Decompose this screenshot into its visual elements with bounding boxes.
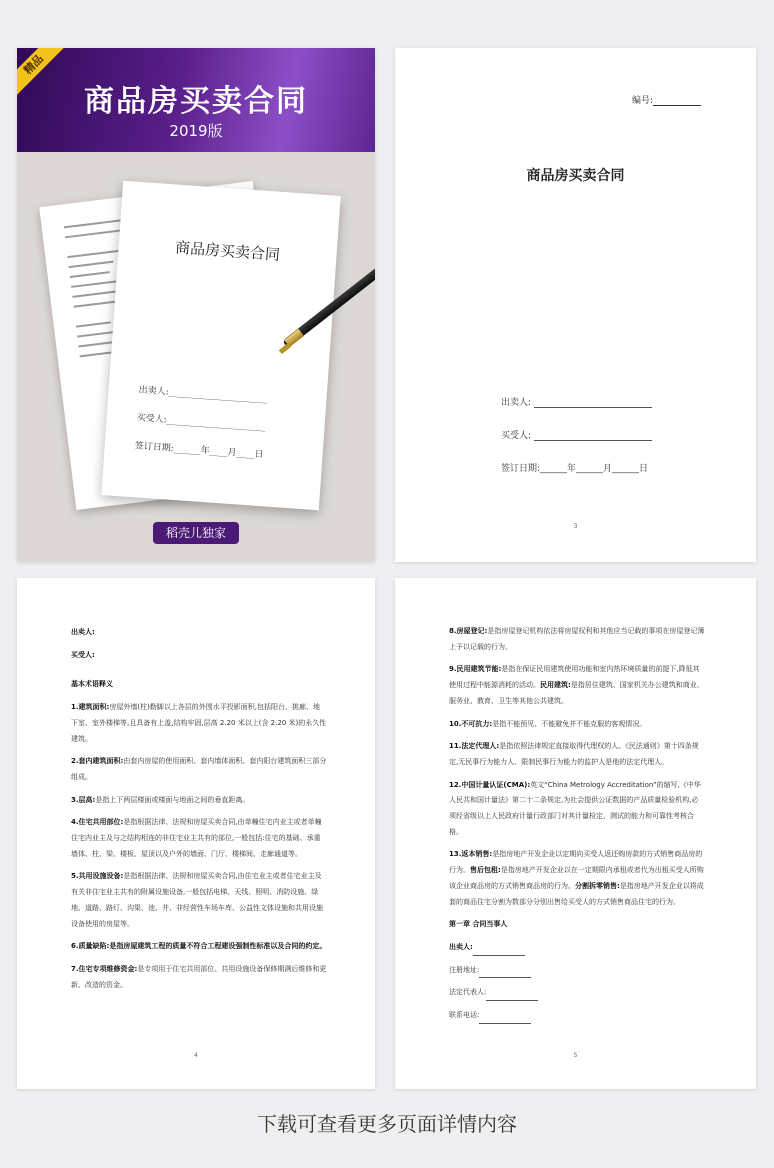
page-title: 商品房买卖合同 [526,168,625,184]
buyer-field: 买受人: [501,428,652,441]
term-11: 11.法定代理人:是指依照法律规定直接取得代理权的人。《民法通则》第十四条规定,无民事行为能力人、限制民事行为能力的监护人是他的法定代理人。 [449,742,699,766]
term-3: 3.层高:是指上下两层楼面或楼面与地面之间的垂直距离。 [71,795,250,804]
term-1: 1.建筑面积:房屋外墙(柱)勒脚以上各层的外围水平投影面积,包括阳台、挑廊、地下室、室外楼梯等,且具备有上盖,结构牢固,层高 2.20 米以上(含 2.20 米)的永久性建筑。 [71,703,327,743]
term-4: 4.住宅共用部位:是指根据法律、法规和房屋买卖合同,由单幢住宅内业主或者单幢住宅内业主及与之结构相连的非住宅业主共有的部位,一般包括:住宅的基础、承重墙体、柱、梁、楼板、屋顶以及户外的墙面、门厅、楼梯间、走廊通道等。 [71,818,322,858]
buyer-label: 买受人: [71,650,95,659]
term-12: 12.中国计量认证(CMA):英文“China Metrology Accreditation”的缩写,《中华人民共和国计量法》第二十二条规定,为社会提供公证数据的产品质量检验机构,必须经省级以上人民政府计量行政部门对其计量检定、测试的能力和可靠性考核合格。 [449,780,701,836]
premium-ribbon: 精品 [17,48,65,96]
party-rep: 法定代表人: [449,985,705,1001]
terms-page-5 [395,578,756,1089]
title-page [395,48,756,562]
party-phone: 联系电话: [449,1008,705,1024]
exclusive-badge: 稻壳儿独家 [153,522,239,544]
page-number: 3 [573,523,578,530]
sheet-title: 商品房买卖合同 [174,238,281,264]
download-hint: 下载可查看更多页面详情内容 [257,1112,517,1136]
term-2: 2.套内建筑面积:由套内房屋的使用面积、套内墙体面积、套内阳台建筑面积三部分组成。 [71,757,327,781]
cover-page [17,48,375,562]
cover-title: 商品房买卖合同 [84,84,308,119]
term-8: 8.房屋登记:是指房屋登记机构依法将房屋权利和其他应当记载的事项在房屋登记簿上予以记载的行为。 [449,627,705,651]
sheet-buyer: 买受人:______________________ [136,413,266,433]
sign-date: 签订日期:______年______月______日 [501,464,649,474]
page-number: 4 [194,1052,198,1059]
term-10: 10.不可抗力:是指不能预见、不能避免并不能克服的客观情况。 [449,719,647,728]
seller-label: 出卖人: [71,628,95,636]
section-heading: 基本术语释义 [71,680,113,689]
cover-year: 2019版 [169,122,223,140]
cover-banner [17,48,375,152]
page-number: 5 [573,1052,578,1059]
page-body [449,624,705,1024]
chapter-heading: 第一章 合同当事人 [449,920,508,929]
term-7: 7.住宅专项维修资金:是专项用于住宅共用部位、共用设施设备保修期满后维修和更新、改造的资金。 [71,964,327,989]
page-body [71,625,327,993]
sheet-date: 签订日期:______年____月____日 [134,441,264,461]
party-address: 注册地址: [449,963,705,979]
front-sheet [101,181,340,510]
party-seller: 出卖人: [449,940,705,956]
term-9: 9.民用建筑节能:是指在保证民用建筑使用功能和室内热环境质量的前提下,降低其使用过程中能源消耗的活动。民用建筑:是指居住建筑、国家机关办公建筑和商业、服务业、教育、卫生等其他公共建筑。 [449,665,704,705]
sheet-seller: 出卖人:______________________ [138,385,268,405]
term-6: 6.质量缺陷:是指房屋建筑工程的质量不符合工程建设强制性标准以及合同的约定。 [71,942,327,951]
term-5: 5.共用设施设备:是指根据法律、法规和房屋买卖合同,由住宅业主或者住宅业主及有关非住宅业主共有的附属设施设备,一般包括电梯、天线、照明、消防设施、绿地、道路、路灯、沟渠、池、井、非经营性车场车库、公益性文体设施和共用设施设备使用的房屋等。 [71,872,323,928]
contract-number: 编号: [632,93,701,106]
seller-field: 出卖人: [501,395,652,408]
term-13: 13.返本销售:是指房地产开发企业以定期向买受人返还购房款的方式销售商品房的行为。售后包租:是指房地产开发企业以在一定期限内承租或者代为出租买受人所购该企业商品房的方式销售商品房的行为。分割拆零销售:是指房地产开发企业以将成套的商品住宅分割为数部分分别出售给买受人的方式销售商品住宅的行为。 [449,850,704,906]
terms-page-4 [17,578,375,1089]
